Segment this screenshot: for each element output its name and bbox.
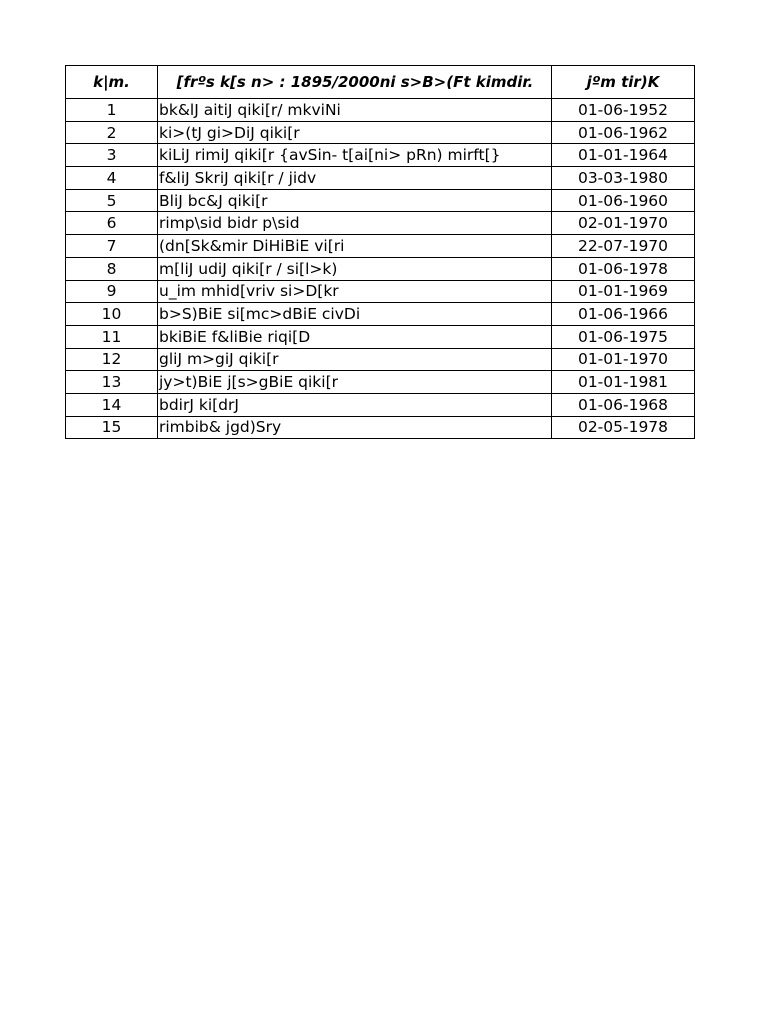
employee-table [65,65,695,439]
cell-serial-number: 6 [66,212,158,235]
cell-name: BliJ bc&J qiki[r [158,189,552,212]
table-row [66,393,695,416]
table-row [66,121,695,144]
cell-serial-number: 10 [66,303,158,326]
cell-date: 01-01-1964 [552,144,695,167]
cell-serial-number: 2 [66,121,158,144]
cell-serial-number: 9 [66,280,158,303]
table-row [66,371,695,394]
table-row [66,212,695,235]
cell-name: bkiBiE f&liBie riqi[D [158,325,552,348]
cell-date: 01-06-1978 [552,257,695,280]
table-row [66,144,695,167]
table-row [66,99,695,122]
cell-serial-number: 1 [66,99,158,122]
header-serial-number: k|m. [66,66,158,99]
cell-name: u_im mhid[vriv si>D[kr [158,280,552,303]
table-row [66,235,695,258]
table-row [66,348,695,371]
cell-serial-number: 5 [66,189,158,212]
cell-serial-number: 11 [66,325,158,348]
cell-date: 03-03-1980 [552,167,695,190]
cell-name: gliJ m>giJ qiki[r [158,348,552,371]
header-name: [frºs k[s n> : 1895/2000ni s>B>(Ft kimdir. [158,66,552,99]
cell-serial-number: 8 [66,257,158,280]
cell-name: bk&lJ aitiJ qiki[r/ mkviNi [158,99,552,122]
cell-date: 02-05-1978 [552,416,695,439]
header-date: jºm tir)K [552,66,695,99]
cell-name: jy>t)BiE j[s>gBiE qiki[r [158,371,552,394]
cell-name: rimp\sid bidr p\sid [158,212,552,235]
cell-name: rimbib& jgd)Sry [158,416,552,439]
table-row [66,167,695,190]
cell-date: 01-06-1952 [552,99,695,122]
table-row [66,325,695,348]
cell-date: 01-01-1970 [552,348,695,371]
cell-date: 01-06-1960 [552,189,695,212]
table-body [66,99,695,439]
cell-name: m[liJ udiJ qiki[r / si[l>k) [158,257,552,280]
cell-name: f&liJ SkriJ qiki[r / jidv [158,167,552,190]
table-row [66,303,695,326]
cell-date: 01-06-1962 [552,121,695,144]
cell-serial-number: 15 [66,416,158,439]
cell-serial-number: 3 [66,144,158,167]
table-row [66,280,695,303]
cell-name: ki>(tJ gi>DiJ qiki[r [158,121,552,144]
cell-date: 01-01-1981 [552,371,695,394]
cell-name: kiLiJ rimiJ qiki[r {avSin- t[ai[ni> pRn) mirft[} [158,144,552,167]
cell-name: b>S)BiE si[mc>dBiE civDi [158,303,552,326]
cell-serial-number: 7 [66,235,158,258]
cell-date: 01-06-1975 [552,325,695,348]
cell-date: 02-01-1970 [552,212,695,235]
cell-serial-number: 13 [66,371,158,394]
table-row [66,257,695,280]
cell-date: 01-01-1969 [552,280,695,303]
cell-date: 22-07-1970 [552,235,695,258]
table-row [66,189,695,212]
cell-name: bdirJ ki[drJ [158,393,552,416]
cell-serial-number: 4 [66,167,158,190]
cell-date: 01-06-1966 [552,303,695,326]
header-row [66,66,695,99]
cell-serial-number: 12 [66,348,158,371]
cell-name: (dn[Sk&mir DiHiBiE vi[ri [158,235,552,258]
cell-serial-number: 14 [66,393,158,416]
cell-date: 01-06-1968 [552,393,695,416]
table-row [66,416,695,439]
